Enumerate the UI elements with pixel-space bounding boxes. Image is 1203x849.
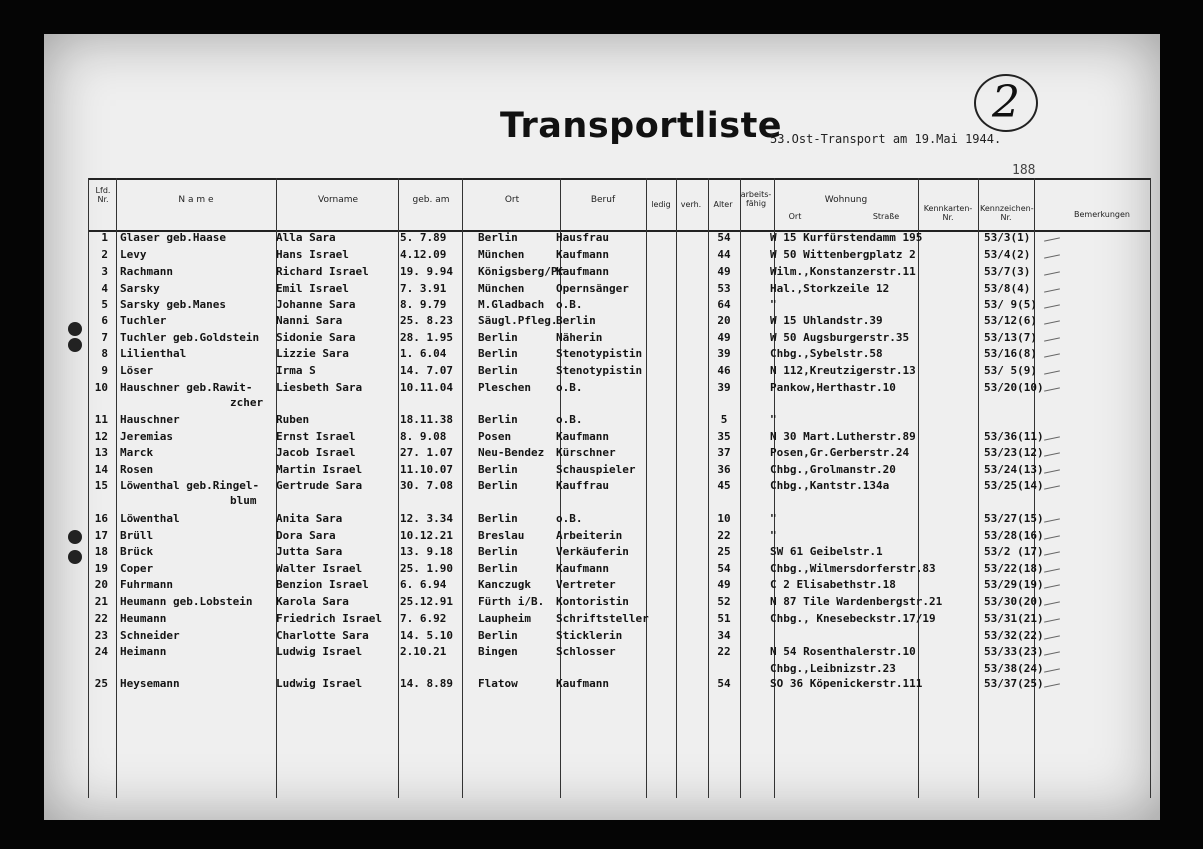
header-kennkarten: Kennkarten-Nr.	[923, 204, 973, 222]
cell-wohnung: Chbg.,Leibnizstr.23	[770, 662, 896, 675]
cell-vorname: Martin Israel	[276, 463, 363, 476]
cell-wohnung: W 15 Uhlandstr.39	[770, 314, 883, 327]
cell-nr: 17	[94, 529, 108, 542]
document-subtitle: 53.Ost-Transport am 19.Mai 1944.	[770, 132, 1002, 146]
column-rule	[918, 178, 919, 798]
cell-ort: Neu-Bendez	[478, 446, 545, 459]
cell-kz: 53/8(4)	[984, 282, 1031, 295]
cell-name: Hauschner geb.Rawit-	[120, 381, 253, 394]
cell-nr: 8	[101, 347, 108, 360]
cell-kz: 53/23(12)	[984, 446, 1044, 459]
cell-ort: Berlin	[478, 629, 518, 642]
cell-geb: 25. 8.23	[400, 314, 453, 327]
cell-alter: 54	[717, 562, 731, 575]
cell-kz: 53/12(6)	[984, 314, 1037, 327]
cell-ort: Berlin	[478, 463, 518, 476]
cell-alter: 22	[717, 529, 731, 542]
cell-wohnung: Chbg.,Grolmanstr.20	[770, 463, 896, 476]
cell-kz: 53/20(10)	[984, 381, 1044, 394]
header-verh: verh.	[680, 200, 702, 209]
cell-name: Rachmann	[120, 265, 173, 278]
cell-beruf: Sticklerin	[556, 629, 623, 642]
cell-vorname: Liesbeth Sara	[276, 381, 363, 394]
cell-alter: 54	[717, 231, 731, 244]
cell-wohnung: Chbg.,Sybelstr.58	[770, 347, 883, 360]
cell-alter: 20	[717, 314, 731, 327]
cell-alter: 49	[717, 578, 731, 591]
cell-vorname: Dora Sara	[276, 529, 336, 542]
cell-kz: 53/28(16)	[984, 529, 1044, 542]
cell-wohnung: W 50 Augsburgerstr.35	[770, 331, 910, 344]
cell-alter: 36	[717, 463, 731, 476]
column-rule	[708, 178, 709, 798]
cell-beruf: Kontoristin	[556, 595, 629, 608]
cell-wohnung: Wilm.,Konstanzerstr.11	[770, 265, 916, 278]
cell-nr: 14	[94, 463, 108, 476]
cell-beruf: o.B.	[556, 512, 583, 525]
cell-kz: 53/3(1)	[984, 231, 1031, 244]
cell-beruf: Berlin	[556, 314, 596, 327]
cell-nr: 23	[94, 629, 108, 642]
cell-vorname: Ernst Israel	[276, 430, 356, 443]
cell-wohnung: Hal.,Storkzeile 12	[770, 282, 890, 295]
cell-kz: 53/31(21)	[984, 612, 1044, 625]
cell-ort: München	[478, 248, 525, 261]
cell-geb: 6. 6.94	[400, 578, 447, 591]
cell-name: Glaser geb.Haase	[120, 231, 226, 244]
cell-name: Heimann	[120, 645, 167, 658]
cell-name: Marck	[120, 446, 154, 459]
cell-kz: 53/36(11)	[984, 430, 1044, 443]
cell-beruf: Opernsänger	[556, 282, 629, 295]
cell-kz: 53/29(19)	[984, 578, 1044, 591]
cell-beruf: Stenotypistin	[556, 364, 643, 377]
cell-alter: 64	[717, 298, 731, 311]
header-bemerkungen: Bemerkungen	[1073, 210, 1130, 219]
cell-vorname: Anita Sara	[276, 512, 343, 525]
column-rule	[676, 178, 677, 798]
cell-name: Löwenthal geb.Ringel-	[120, 479, 260, 492]
cell-geb: 25. 1.90	[400, 562, 453, 575]
header-beruf: Beruf	[590, 195, 616, 205]
cell-beruf: Schriftsteller	[556, 612, 649, 625]
column-rule	[646, 178, 647, 798]
cell-beruf: Kauffrau	[556, 479, 609, 492]
cell-ort: Berlin	[478, 347, 518, 360]
cell-alter: 25	[717, 545, 731, 558]
cell-name: Tuchler	[120, 314, 167, 327]
cell-alter: 39	[717, 347, 731, 360]
cell-alter: 45	[717, 479, 731, 492]
cell-alter: 22	[717, 645, 731, 658]
cell-geb: 14. 8.89	[400, 677, 453, 690]
column-rule	[1150, 178, 1151, 798]
cell-geb: 12. 3.34	[400, 512, 453, 525]
cell-nr: 21	[94, 595, 108, 608]
cell-alter: 10	[717, 512, 731, 525]
cell-geb: 11.10.07	[400, 463, 453, 476]
cell-beruf: Kürschner	[556, 446, 616, 459]
cell-wohnung: Chbg.,Kantstr.134a	[770, 479, 890, 492]
cell-name: Coper	[120, 562, 154, 575]
header-geb: geb. am	[412, 195, 450, 205]
cell-geb: 8. 9.08	[400, 430, 447, 443]
cell-kz: 53/13(7)	[984, 331, 1037, 344]
cell-geb: 10.11.04	[400, 381, 453, 394]
cell-name: Hauschner	[120, 413, 180, 426]
cell-kz: 53/32(22)	[984, 629, 1044, 642]
cell-ort: Posen	[478, 430, 512, 443]
cell-kz: 53/ 5(9)	[984, 364, 1037, 377]
cell-kz: 53/7(3)	[984, 265, 1031, 278]
cell-name-continuation: blum	[230, 494, 257, 507]
cell-name: Fuhrmann	[120, 578, 173, 591]
cell-beruf: Kaufmann	[556, 562, 609, 575]
cell-vorname: Emil Israel	[276, 282, 349, 295]
cell-nr: 22	[94, 612, 108, 625]
cell-name: Brüll	[120, 529, 154, 542]
cell-nr: 16	[94, 512, 108, 525]
cell-kz: 53/16(8)	[984, 347, 1037, 360]
cell-nr: 15	[94, 479, 108, 492]
cell-alter: 44	[717, 248, 731, 261]
cell-wohnung: W 15 Kurfürstendamm 195	[770, 231, 923, 244]
cell-geb: 14. 5.10	[400, 629, 453, 642]
cell-name: Heumann	[120, 612, 167, 625]
cell-ort: Berlin	[478, 331, 518, 344]
folio-mark: 2	[974, 74, 1038, 132]
cell-beruf: Schlosser	[556, 645, 616, 658]
punch-hole	[68, 550, 82, 564]
cell-beruf: o.B.	[556, 298, 583, 311]
cell-name: Jeremias	[120, 430, 173, 443]
cell-geb: 7. 3.91	[400, 282, 447, 295]
cell-vorname: Ruben	[276, 413, 310, 426]
cell-vorname: Sidonie Sara	[276, 331, 356, 344]
cell-beruf: Näherin	[556, 331, 603, 344]
cell-geb: 10.12.21	[400, 529, 453, 542]
header-vorname: Vorname	[317, 195, 359, 205]
cell-ort: Berlin	[478, 562, 518, 575]
cell-vorname: Ludwig Israel	[276, 645, 363, 658]
cell-name: Heumann geb.Lobstein	[120, 595, 253, 608]
cell-ort: Berlin	[478, 479, 518, 492]
cell-wohnung: Pankow,Herthastr.10	[770, 381, 896, 394]
cell-name: Schneider	[120, 629, 180, 642]
cell-beruf: Vertreter	[556, 578, 616, 591]
cell-alter: 54	[717, 677, 731, 690]
page-number: 188	[1012, 163, 1036, 178]
cell-vorname: Hans Israel	[276, 248, 349, 261]
column-rule	[116, 178, 117, 798]
header-ledig: ledig	[651, 200, 671, 209]
cell-nr: 12	[94, 430, 108, 443]
cell-alter: 5	[720, 413, 728, 426]
cell-wohnung: "	[770, 529, 777, 542]
cell-vorname: Johanne Sara	[276, 298, 356, 311]
cell-nr: 25	[94, 677, 108, 690]
cell-wohnung: "	[770, 512, 777, 525]
cell-beruf: Hausfrau	[556, 231, 609, 244]
cell-beruf: Schauspieler	[556, 463, 636, 476]
cell-vorname: Lizzie Sara	[276, 347, 349, 360]
cell-geb: 13. 9.18	[400, 545, 453, 558]
cell-ort: München	[478, 282, 525, 295]
cell-wohnung: "	[770, 298, 777, 311]
cell-nr: 4	[101, 282, 108, 295]
cell-ort: Pleschen	[478, 381, 531, 394]
cell-ort: Säugl.Pfleg.	[478, 314, 558, 327]
cell-ort: Laupheim	[478, 612, 531, 625]
cell-vorname: Karola Sara	[276, 595, 349, 608]
cell-geb: 2.10.21	[400, 645, 447, 658]
cell-beruf: Kaufmann	[556, 430, 609, 443]
cell-vorname: Ludwig Israel	[276, 677, 363, 690]
cell-beruf: Stenotypistin	[556, 347, 643, 360]
cell-beruf: Arbeiterin	[556, 529, 623, 542]
cell-alter: 49	[717, 331, 731, 344]
cell-vorname: Richard Israel	[276, 265, 369, 278]
cell-nr: 11	[94, 413, 108, 426]
cell-name: Lilienthal	[120, 347, 187, 360]
punch-hole	[68, 322, 82, 336]
header-name: N a m e	[178, 195, 214, 205]
header-wohnung-strasse: Straße	[872, 212, 900, 221]
cell-ort: Fürth i/B.	[478, 595, 545, 608]
cell-alter: 39	[717, 381, 731, 394]
column-rule	[462, 178, 463, 798]
header-arbeitsfaehig: arbeits-fähig	[740, 190, 772, 208]
header-nr: Lfd. Nr.	[95, 186, 111, 204]
cell-geb: 5. 7.89	[400, 231, 447, 244]
cell-alter: 35	[717, 430, 731, 443]
cell-nr: 6	[101, 314, 108, 327]
cell-nr: 10	[94, 381, 108, 394]
cell-wohnung: SO 36 Köpenickerstr.111	[770, 677, 923, 690]
cell-alter: 51	[717, 612, 731, 625]
cell-vorname: Gertrude Sara	[276, 479, 363, 492]
cell-nr: 3	[101, 265, 108, 278]
cell-ort: Bingen	[478, 645, 518, 658]
cell-geb: 7. 6.92	[400, 612, 447, 625]
cell-wohnung: Posen,Gr.Gerberstr.24	[770, 446, 910, 459]
cell-vorname: Irma S	[276, 364, 316, 377]
cell-kz: 53/25(14)	[984, 479, 1044, 492]
header-wohnung-ort: Ort	[788, 212, 802, 221]
cell-wohnung: C 2 Elisabethstr.18	[770, 578, 896, 591]
cell-wohnung: Chbg., Knesebeckstr.17/19	[770, 612, 936, 625]
cell-kz: 53/ 9(5)	[984, 298, 1037, 311]
cell-name: Levy	[120, 248, 147, 261]
column-rule	[740, 178, 741, 798]
cell-nr: 19	[94, 562, 108, 575]
cell-ort: Königsberg/Pr.	[478, 265, 571, 278]
punch-hole	[68, 530, 82, 544]
cell-wohnung: W 50 Wittenbergplatz 2	[770, 248, 916, 261]
cell-ort: Kanczugk	[478, 578, 531, 591]
cell-ort: Berlin	[478, 413, 518, 426]
cell-geb: 18.11.38	[400, 413, 453, 426]
column-rule	[88, 178, 89, 798]
cell-vorname: Nanni Sara	[276, 314, 343, 327]
cell-alter: 49	[717, 265, 731, 278]
cell-geb: 19. 9.94	[400, 265, 453, 278]
cell-ort: Berlin	[478, 364, 518, 377]
cell-beruf: Kaufmann	[556, 677, 609, 690]
cell-wohnung: "	[770, 413, 777, 426]
cell-nr: 9	[101, 364, 108, 377]
cell-name: Löwenthal	[120, 512, 180, 525]
cell-kz: 53/30(20)	[984, 595, 1044, 608]
cell-beruf: Verkäuferin	[556, 545, 629, 558]
cell-vorname: Charlotte Sara	[276, 629, 369, 642]
cell-vorname: Jacob Israel	[276, 446, 356, 459]
cell-beruf: Kaufmann	[556, 265, 609, 278]
cell-nr: 24	[94, 645, 108, 658]
cell-vorname: Jutta Sara	[276, 545, 343, 558]
cell-name: Brück	[120, 545, 154, 558]
cell-kz: 53/27(15)	[984, 512, 1044, 525]
cell-ort: Flatow	[478, 677, 518, 690]
cell-beruf: o.B.	[556, 381, 583, 394]
cell-ort: Berlin	[478, 512, 518, 525]
cell-name: Sarsky geb.Manes	[120, 298, 226, 311]
cell-nr: 5	[101, 298, 108, 311]
cell-geb: 30. 7.08	[400, 479, 453, 492]
cell-name: Sarsky	[120, 282, 160, 295]
cell-ort: M.Gladbach	[478, 298, 545, 311]
cell-nr: 7	[101, 331, 108, 344]
cell-geb: 27. 1.07	[400, 446, 453, 459]
cell-name: Rosen	[120, 463, 154, 476]
cell-geb: 25.12.91	[400, 595, 453, 608]
column-rule	[398, 178, 399, 798]
cell-kz: 53/2 (17)	[984, 545, 1044, 558]
cell-beruf: Kaufmann	[556, 248, 609, 261]
column-rule	[978, 178, 979, 798]
cell-nr: 18	[94, 545, 108, 558]
cell-kz: 53/37(25)	[984, 677, 1044, 690]
header-wohnung: Wohnung	[824, 195, 868, 205]
cell-wohnung: N 87 Tile Wardenbergstr.21	[770, 595, 943, 608]
cell-geb: 8. 9.79	[400, 298, 447, 311]
cell-ort: Berlin	[478, 231, 518, 244]
cell-geb: 4.12.09	[400, 248, 447, 261]
cell-name: Tuchler geb.Goldstein	[120, 331, 260, 344]
document-title: Transportliste	[500, 106, 783, 146]
cell-alter: 37	[717, 446, 731, 459]
cell-geb: 14. 7.07	[400, 364, 453, 377]
cell-alter: 52	[717, 595, 731, 608]
header-alter: Alter	[713, 200, 733, 209]
cell-kz: 53/4(2)	[984, 248, 1031, 261]
cell-wohnung: N 30 Mart.Lutherstr.89	[770, 430, 916, 443]
cell-kz: 53/22(18)	[984, 562, 1044, 575]
header-ort: Ort	[504, 195, 520, 205]
cell-nr: 20	[94, 578, 108, 591]
cell-wohnung: SW 61 Geibelstr.1	[770, 545, 883, 558]
cell-alter: 53	[717, 282, 731, 295]
cell-name: Löser	[120, 364, 154, 377]
cell-geb: 1. 6.04	[400, 347, 447, 360]
cell-ort: Berlin	[478, 545, 518, 558]
cell-name: Heysemann	[120, 677, 180, 690]
cell-wohnung: N 112,Kreutzigerstr.13	[770, 364, 916, 377]
cell-alter: 34	[717, 629, 731, 642]
cell-vorname: Alla Sara	[276, 231, 336, 244]
cell-kz: 53/24(13)	[984, 463, 1044, 476]
cell-ort: Breslau	[478, 529, 525, 542]
cell-vorname: Walter Israel	[276, 562, 363, 575]
cell-wohnung: N 54 Rosenthalerstr.10	[770, 645, 916, 658]
header-top-rule	[88, 178, 1150, 180]
cell-beruf: o.B.	[556, 413, 583, 426]
cell-nr: 2	[101, 248, 108, 261]
cell-wohnung: Chbg.,Wilmersdorferstr.83	[770, 562, 936, 575]
cell-nr: 1	[101, 231, 108, 244]
cell-kz: 53/38(24)	[984, 662, 1044, 675]
transport-list-sheet	[44, 34, 1160, 820]
cell-alter: 46	[717, 364, 731, 377]
cell-vorname: Friedrich Israel	[276, 612, 382, 625]
cell-nr: 13	[94, 446, 108, 459]
punch-hole	[68, 338, 82, 352]
cell-geb: 28. 1.95	[400, 331, 453, 344]
cell-name-continuation: zcher	[230, 396, 264, 409]
cell-vorname: Benzion Israel	[276, 578, 369, 591]
cell-kz: 53/33(23)	[984, 645, 1044, 658]
header-kennzeichen: Kennzeichen-Nr.	[980, 204, 1034, 222]
